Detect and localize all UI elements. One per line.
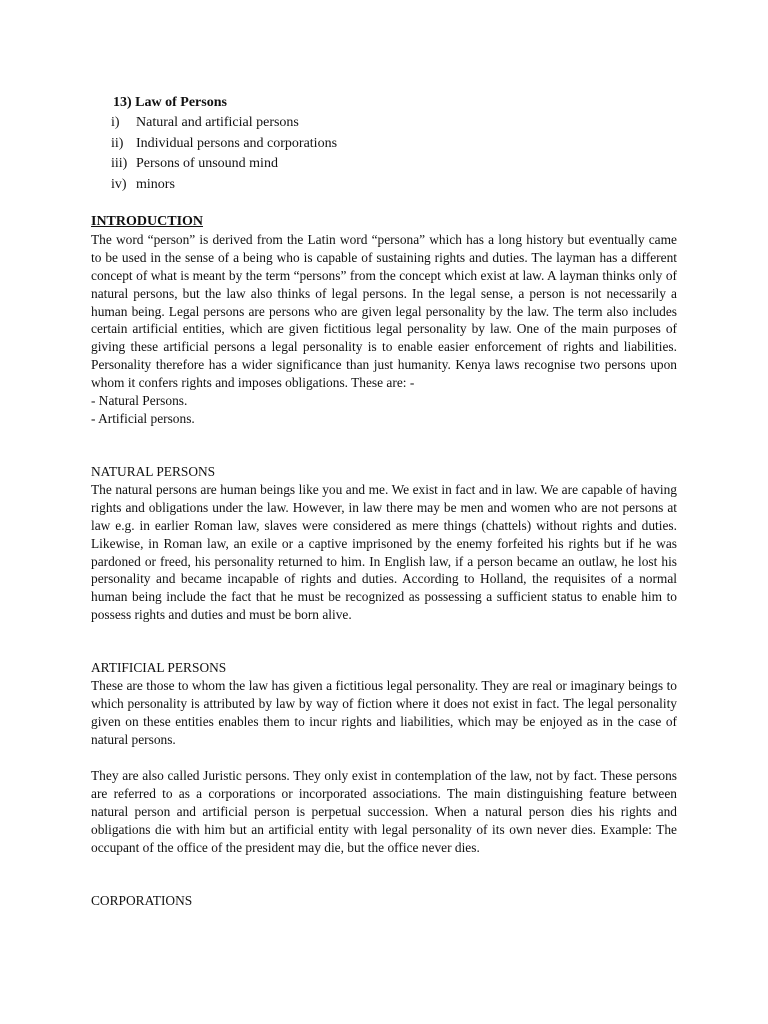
corporations-section bbox=[91, 892, 677, 910]
topic-number: iv) bbox=[111, 176, 127, 192]
introduction-list-item: - Artificial persons. bbox=[91, 410, 195, 426]
natural-persons-section bbox=[91, 463, 677, 624]
natural-persons-paragraph: The natural persons are human beings like you and me. We exist in fact and in law. We are capable of having rights and obligations under the law. However, in law there may be men and women who are not persons at law e.g. in earlier Roman law, slaves were considered as mere things (chattels) without rights and duties. Likewise, in Roman law, an exile or a captive imprisoned by the enemy forfeited his rights but if he was pardoned or freed, his personality returned to him. In English law, if a person became an outlaw, he lost his personality and became incapable of rights and duties. According to Holland, the requisites of a normal human being include the fact that he must be recognized as possessing a sufficient status to enable him to possess rights and duties and must be born alive. bbox=[91, 481, 677, 623]
topic-text: Individual persons and corporations bbox=[136, 135, 338, 151]
section-title: 13) Law of Persons bbox=[113, 95, 227, 110]
topic-text: Persons of unsound mind bbox=[136, 156, 278, 171]
topic-list-item bbox=[111, 175, 337, 196]
introduction-list-item: - Natural Persons. bbox=[91, 393, 188, 409]
introduction-heading: INTRODUCTION bbox=[91, 214, 204, 229]
corporations-heading: CORPORATIONS bbox=[91, 893, 193, 908]
topic-list-item bbox=[111, 113, 337, 134]
topic-text: minors bbox=[136, 176, 175, 192]
juristic-persons-paragraph: They are also called Juristic persons. They only exist in contemplation of the law, not by fact. These persons are referred to as a corporations or incorporated associations. The main distinguishing feature between natural person and artificial person is perpetual succession. When a natural person dies his rights and obligations die with him but an artificial entity with legal personality of its own never dies. Example: The occupant of the office of the president may die, but the office never dies. bbox=[91, 768, 677, 855]
artificial-persons-section bbox=[91, 659, 677, 749]
introduction-section bbox=[91, 213, 677, 428]
juristic-persons-section bbox=[91, 767, 677, 857]
topic-text: Natural and artificial persons bbox=[136, 115, 299, 130]
introduction-paragraph: The word “person” is derived from the Latin word “persona” which has a long history but eventually came to be used in the sense of a being who is capable of sustaining rights and duties. The layman has a different concept of what is meant by the term “persons” from the concept which exist at law. A layman thinks only of natural persons, but the law also thinks of legal persons. In the legal sense, a person is not necessarily a human being. Legal persons are persons who are given legal personality by the law. The term also includes certain artificial entities, which are given fictitious legal personality by law. One of the main purposes of giving these artificial persons a legal personality is to enable easier enforcement of rights and liabilities. Personality therefore has a wider significance than just humanity. Kenya laws recognise two persons upon whom it confers rights and imposes obligations. These are: - bbox=[91, 231, 677, 391]
artificial-persons-heading: ARTIFICIAL PERSONS bbox=[91, 660, 227, 675]
topic-number: i) bbox=[111, 115, 120, 130]
topic-list bbox=[111, 113, 337, 195]
topic-number: iii) bbox=[111, 156, 128, 171]
natural-persons-heading: NATURAL PERSONS bbox=[91, 464, 216, 479]
topic-list-item bbox=[111, 134, 337, 155]
topic-number: ii) bbox=[111, 135, 124, 151]
artificial-persons-paragraph: These are those to whom the law has given a fictitious legal personality. They are real or imaginary beings to which personality is attributed by law by way of fiction where it does not exist in fact. The legal personality given on these entities enables them to incur rights and liabilities, which may be enjoyed as in the case of natural persons. bbox=[91, 677, 677, 747]
topic-list-item bbox=[111, 154, 337, 175]
